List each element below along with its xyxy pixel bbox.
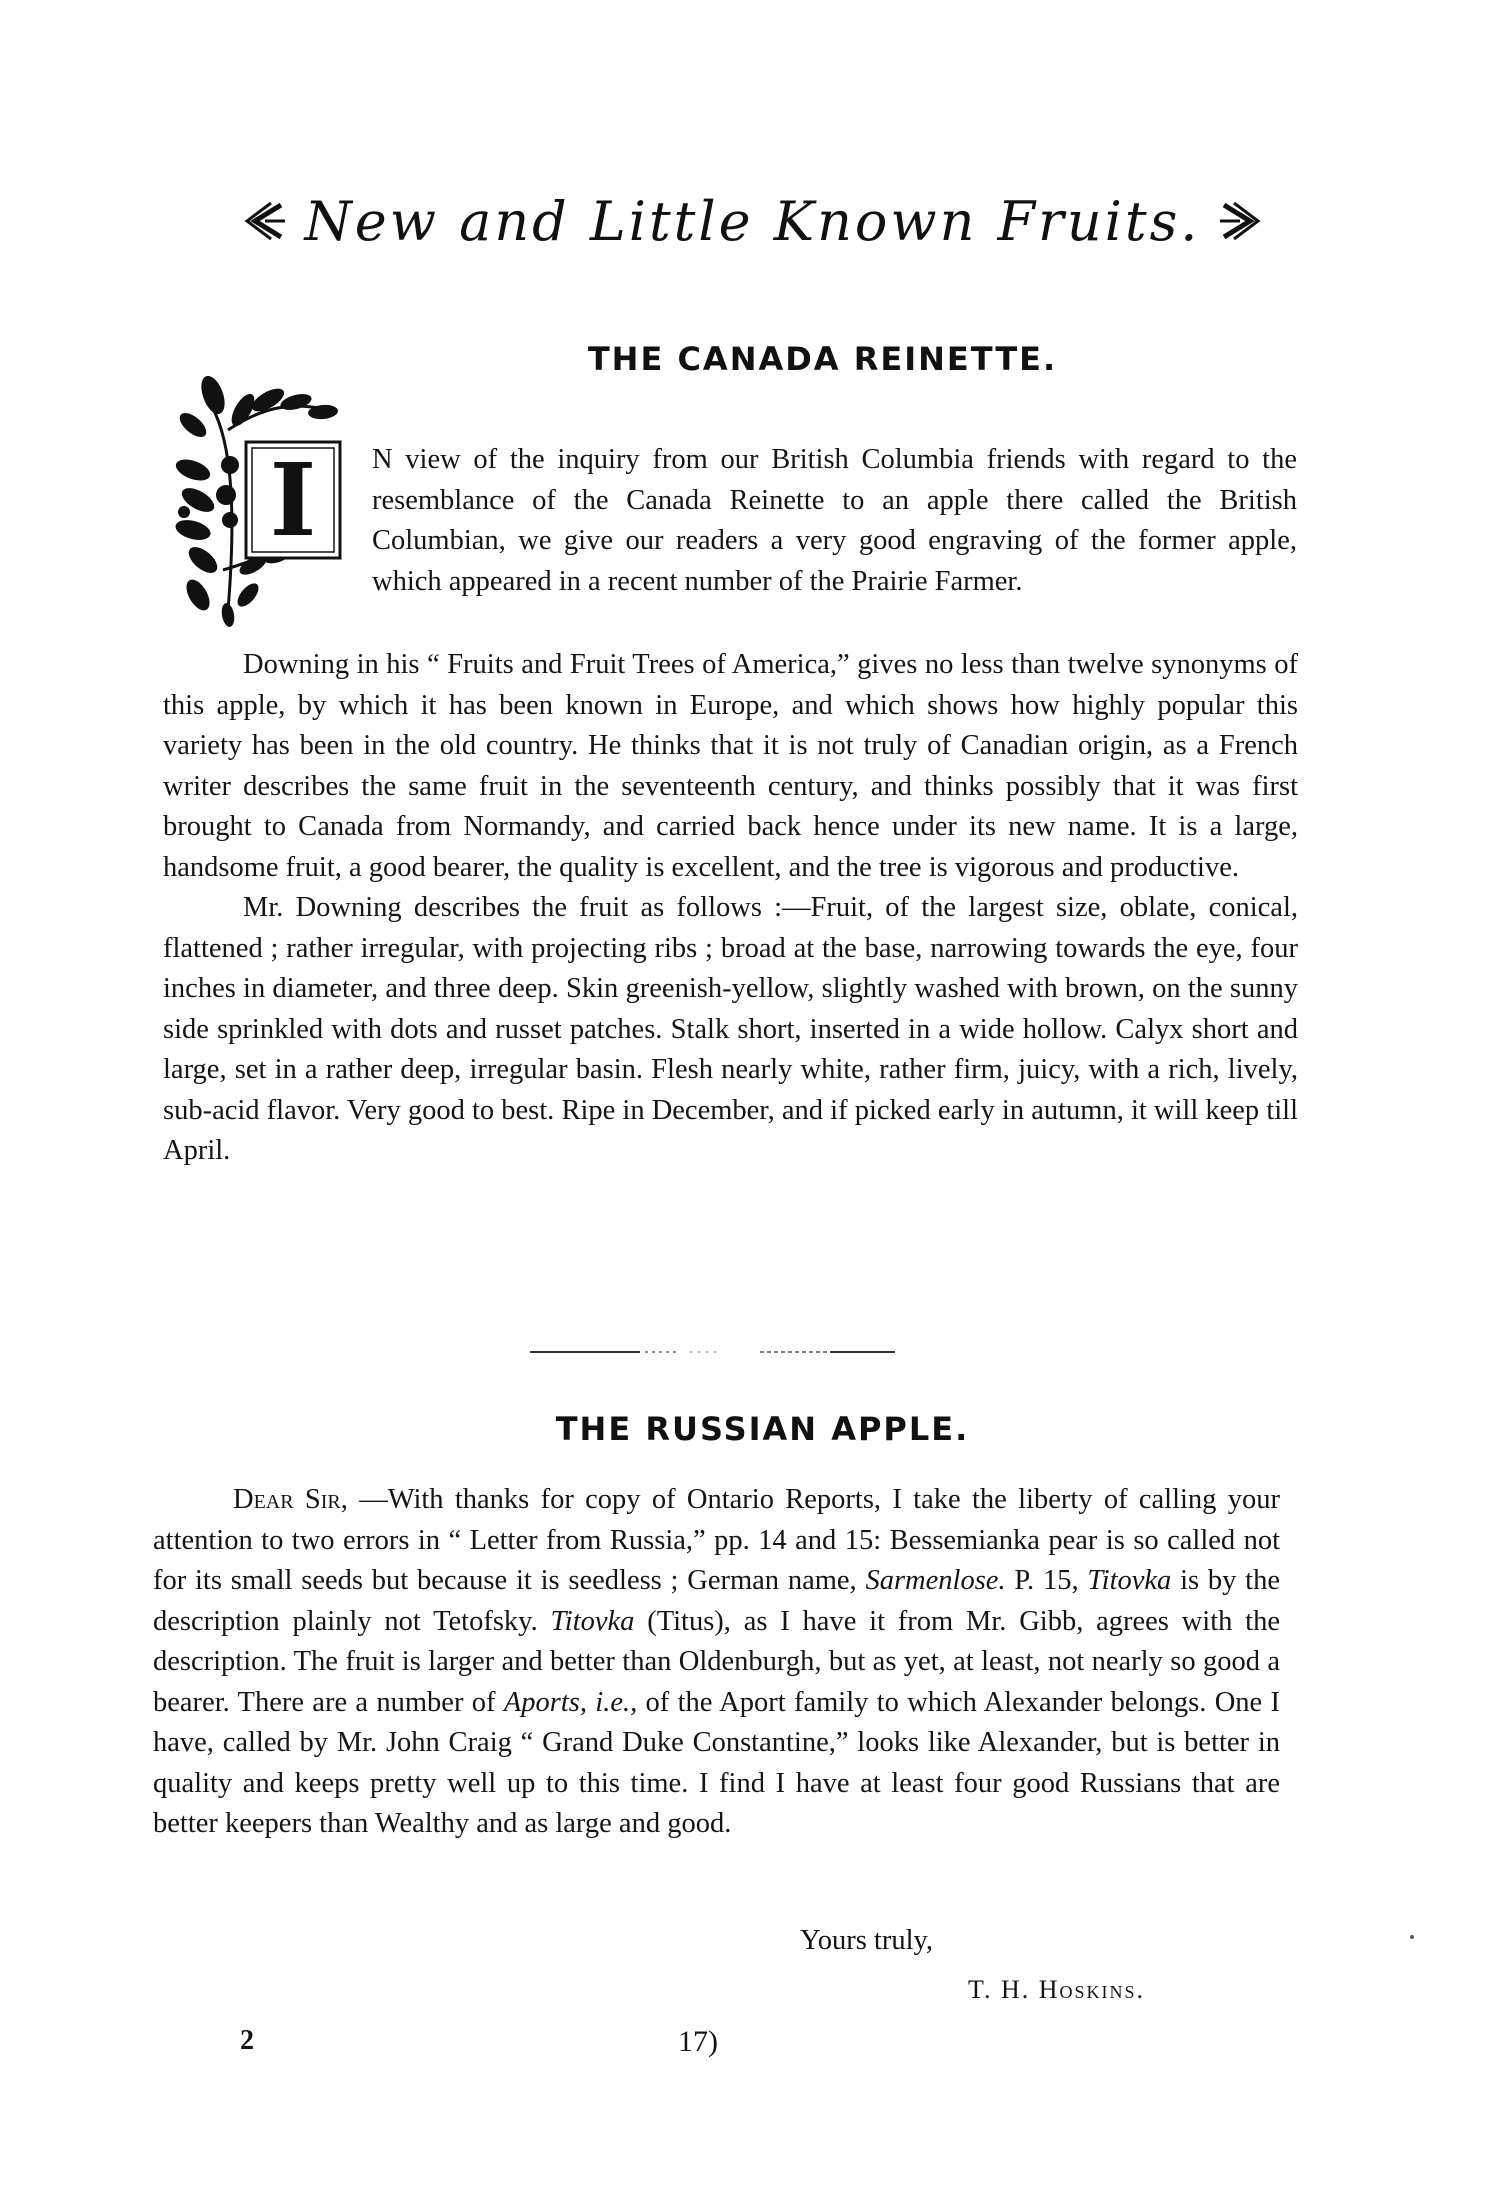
article-heading-canada-reinette: THE CANADA REINETTE.	[587, 340, 1058, 378]
page-header	[0, 190, 1505, 254]
italic-term: Sarmenlose.	[865, 1565, 1006, 1596]
article-body-russian-apple	[153, 1480, 1280, 1845]
italic-term: Aports, i.e.,	[503, 1686, 638, 1718]
intro-paragraph	[372, 440, 1297, 602]
drop-cap	[168, 370, 368, 630]
right-ornament-icon	[1218, 199, 1264, 254]
page-number: 17)	[678, 2025, 718, 2058]
print-speck	[1410, 1935, 1414, 1939]
letter-text: P. 15,	[1005, 1565, 1088, 1596]
letter-text: of the Aport family to which Alexander belongs. One I have, called by Mr. John Craig “ Grand Duke Constantine,” looks like Alexander, but is better in quality and keeps pretty well up to this time. I find I have at least four good Russians that are better keepers than Wealthy and as large and good.	[153, 1686, 1280, 1839]
left-ornament-icon	[241, 199, 287, 254]
letter-text: is by the description plainly not Tetofsky.	[153, 1565, 1280, 1637]
letter-paragraph	[153, 1480, 1280, 1845]
salutation: Dear Sir,	[233, 1484, 348, 1515]
article-body-canada-reinette	[163, 645, 1298, 1172]
letter-text: —With thanks for copy of Ontario Reports, I take the liberty of calling your attention to two errors in “ Letter from Russia,” pp. 14 and 15: Bessemianka pear is so called not for its small seeds but because it is seedless ; German name,	[153, 1484, 1280, 1596]
article-heading-russian-apple: THE RUSSIAN APPLE.	[555, 1410, 970, 1448]
drop-cap-letter: I	[269, 441, 317, 559]
paragraph: Downing in his “ Fruits and Fruit Trees of America,” gives no less than twelve synonyms of this apple, by which it has been known in Europe, and which shows how highly popular this variety has been in the old country. He thinks that it is not truly of Canadian origin, as a French writer describes the same fruit in the seventeenth century, and thinks possibly that it was first brought to Canada from Normandy, and carried back hence under its new name. It is a large, handsome fruit, a good bearer, the quality is excellent, and the tree is vigorous and productive.	[163, 649, 1298, 883]
italic-term: Titovka	[1087, 1565, 1172, 1596]
letter-text: (Titus), as I have it from Mr. Gibb, agrees with the description. The fruit is larger and better than Oldenburgh, but as yet, at least, not nearly so good a bearer. There are a number of	[153, 1605, 1280, 1718]
section-divider	[0, 1348, 1505, 1356]
intro-text: N view of the inquiry from our British Columbia friends with regard to the resemblance of the Canada Reinette to an apple there called the British Columbian, we give our readers a very good engraving of the former apple, which appeared in a recent number of the Prairie Farmer.	[372, 444, 1297, 597]
letter-closing: Yours truly,	[800, 1925, 934, 1956]
letter-signature: T. H. Hoskins.	[968, 1975, 1146, 2004]
paragraph: Mr. Downing describes the fruit as follows :—Fruit, of the largest size, oblate, conical, flattened ; rather irregular, with projecting ribs ; broad at the base, narrowing towards the eye, four inches in diameter, and three deep. Skin greenish-yellow, slightly washed with brown, on the sunny side sprinkled with dots and russet patches. Stalk short, inserted in a wide hollow. Calyx short and large, set in a rather deep, irregular basin. Flesh nearly white, rather firm, juicy, with a rich, lively, sub-acid flavor. Very good to best. Ripe in December, and if picked early in autumn, it will keep till April.	[163, 892, 1298, 1166]
printer-signature-mark: 2	[240, 2025, 254, 2056]
italic-term: Titovka	[550, 1605, 635, 1637]
page-title: New and Little Known Fruits.	[304, 190, 1201, 253]
